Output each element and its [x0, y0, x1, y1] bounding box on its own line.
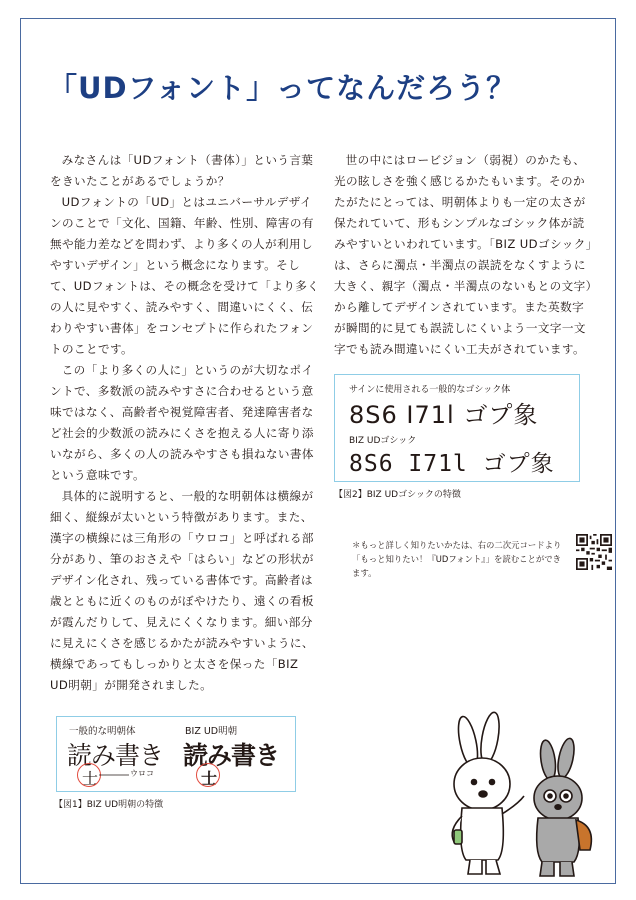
figure-1-caption: 【図1】BIZ UD明朝の特徴	[54, 800, 164, 810]
figure-2-label-biz: BIZ UDゴシック	[349, 436, 417, 446]
figure-1-sample-biz: 読み書き	[183, 741, 280, 770]
figure-2-sample-general: 8S6 I71l ゴプ象	[349, 401, 539, 429]
figure-1-sample-general: 読み書き	[67, 741, 164, 770]
figure-2-sample-biz: 8S6 I71l ゴプ象	[349, 451, 555, 477]
paragraph: 具体的に説明すると、一般的な明朝体は横線が細く、縦線が太いという特徴があります。また、漢字の横線には三角形の「ウロコ」と呼ばれる部分があり、筆のおさえや「はらい」などの形状がデザイン化され、残っている書体です。高齢者は歳とともに近くのものがぼやけたり、遠くの看板が霞んだりして、見えにくくなります。細い部分に見えにくさを感じるかたが読みやすいように、横線であってもしっかりと太さを保った「BIZ UD明朝」が開発されました。	[50, 489, 314, 692]
uroko-label: ウロコ	[130, 769, 154, 778]
paragraph: UDフォントの「UD」とはユニバーサルデザインのことで「文化、国籍、年齢、性別、障害の有無や能力差などを問わず、より多くの人が利用しやすいデザイン」という概念になります。そして、UDフォントは、その概念を受けて「より多くの人に見やすく、読みやすく、間違いにくく、伝わりやすい書体」をコンセプトに作られたフォントのことです。	[50, 195, 320, 356]
figure-2-label-general: サインに使用される一般的なゴシック体	[349, 385, 511, 395]
page-title: 「UDフォント」ってなんだろう？	[48, 71, 517, 105]
figure-1-detail-general: 士	[82, 769, 99, 788]
paragraph: みなさんは「UDフォント（書体）」という言葉をきいたことがあるでしょうか？	[50, 153, 314, 188]
uroko-highlight-circle	[77, 763, 101, 787]
paragraph: 世の中にはロービジョン（弱視）のかたも、光の眩しさを強く感じるかたもいます。そのかたがたにとっては、明朝体よりも一定の太さが保たれていて、形もシンプルなゴシック体が読みやすいといわれています。「BIZ UDゴシック」は、さらに濁点・半濁点の誤読をなくすように大きく、親字（濁点・半濁点のないもとの文字）から離してデザインされています。また英数字が瞬間的に見ても誤読しにくいよう一文字一文字でも読み間違いにくい工夫がされています。	[334, 153, 592, 356]
highlight-circle	[196, 763, 220, 787]
figure-1-detail-biz: 士	[201, 769, 218, 788]
white-rabbit	[452, 711, 524, 874]
uroko-leader-line	[99, 773, 131, 777]
figure-1-label-general: 一般的な明朝体	[69, 726, 136, 737]
right-column	[334, 150, 592, 360]
qr-code-icon[interactable]	[576, 534, 612, 570]
figure-1-label-biz: BIZ UD明朝	[185, 726, 238, 737]
gray-rabbit	[534, 737, 591, 876]
figure-2-caption: 【図2】BIZ UDゴシックの特徴	[334, 490, 461, 500]
paragraph: この「より多くの人に」というのが大切なポイントで、多数派の読みやすさに合わせるという意味ではなく、高齢者や視覚障害者、発達障害者など社会的少数派の読みにくさを抱える人に寄り添いながら、多くの人の読みやすさも損ねない書体という意味です。	[50, 363, 314, 482]
figure-2-gothic-comparison	[334, 374, 580, 482]
rabbit-characters-illustration	[440, 710, 600, 880]
figure-1-mincho-comparison	[56, 716, 296, 792]
qr-note: ＊もっと詳しく知りたいかたは、右の二次元コードより「もっと知りたい！『UDフォント』」を読むことができます。	[352, 540, 562, 578]
left-column	[50, 150, 320, 696]
